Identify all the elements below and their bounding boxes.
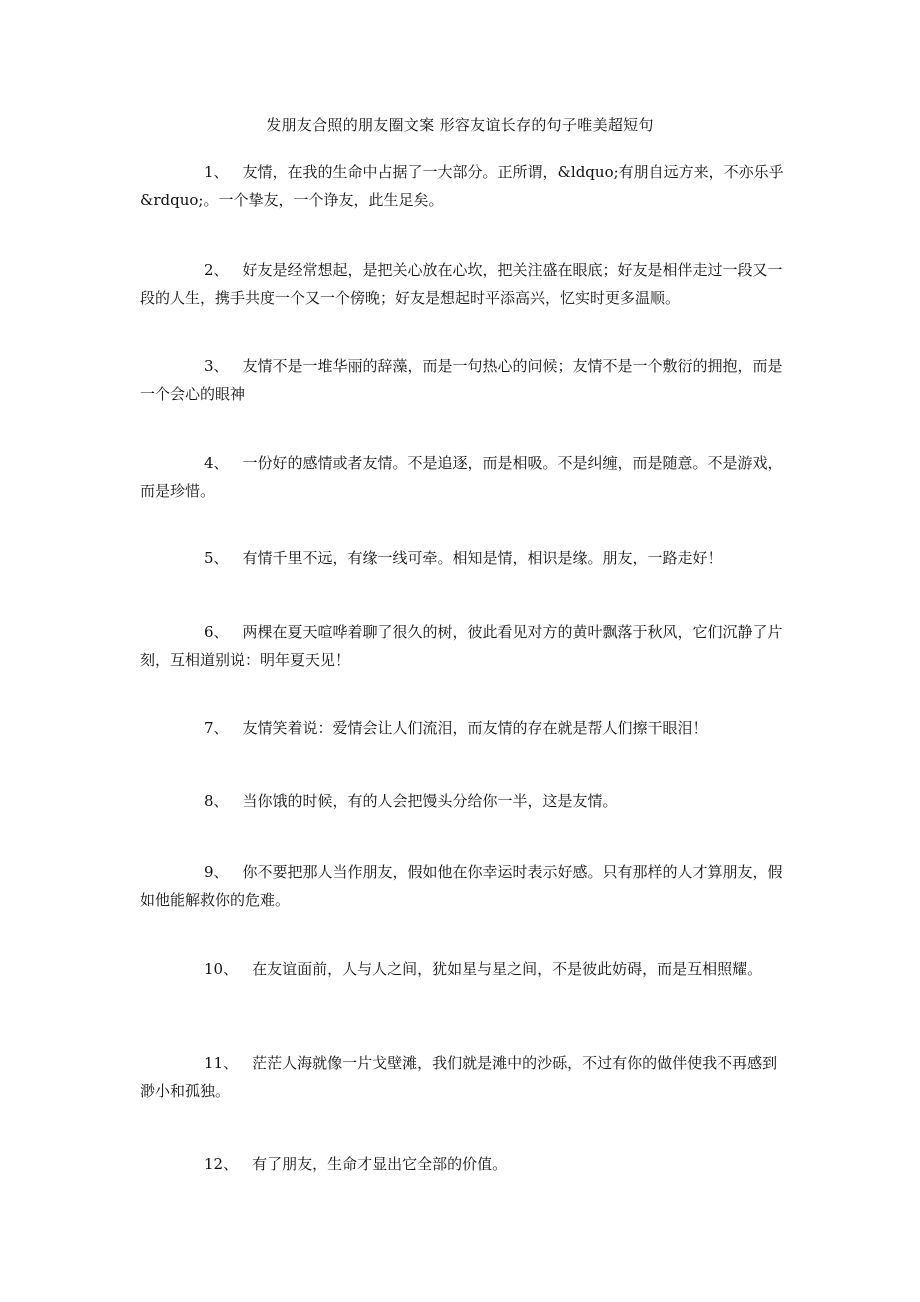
item-text: 茫茫人海就像一片戈壁滩，我们就是滩中的沙砾，不过有你的做伴使我不再感到渺小和孤独。: [140, 1054, 778, 1100]
list-item: [140, 618, 790, 674]
item-number: 7、: [204, 719, 229, 737]
item-text: 好友是经常想起，是把关心放在心坎，把关注盛在眼底；好友是相伴走过一段又一段的人生，携手共度一个又一个傍晚；好友是想起时平添高兴，忆实时更多温顺。: [140, 261, 783, 307]
item-number: 3、: [204, 357, 229, 375]
item-number: 1、: [204, 163, 229, 181]
item-text: 有情千里不远，有缘一线可牵。相知是情，相识是缘。朋友，一路走好！: [242, 549, 723, 567]
item-text: 当你饿的时候，有的人会把馒头分给你一半，这是友情。: [242, 792, 618, 810]
list-item: [140, 787, 790, 815]
page-title: 发朋友合照的朋友圈文案 形容友谊长存的句子唯美超短句: [266, 116, 654, 134]
list-item: [140, 449, 790, 505]
item-number: 2、: [204, 261, 229, 279]
list-item: [140, 544, 790, 572]
item-number: 8、: [204, 792, 229, 810]
list-item: [140, 158, 790, 214]
list-item: [140, 256, 790, 312]
item-number: 6、: [204, 623, 229, 641]
item-text: 有了朋友，生命才显出它全部的价值。: [252, 1155, 508, 1173]
item-text: 在友谊面前，人与人之间，犹如星与星之间，不是彼此妨碍，而是互相照耀。: [252, 960, 763, 978]
item-text: 友情不是一堆华丽的辞藻，而是一句热心的问候；友情不是一个敷衍的拥抱，而是一个会心的眼神: [140, 357, 783, 403]
list-item: [140, 955, 790, 983]
item-text: 友情笑着说：爱情会让人们流泪，而友情的存在就是帮人们擦干眼泪！: [242, 719, 708, 737]
item-text: 友情，在我的生命中占据了一大部分。正所谓，&ldquo;有朋自远方来，不亦乐乎&rdquo;。一个挚友，一个诤友，此生足矣。: [140, 163, 784, 209]
list-item: [140, 352, 790, 408]
item-number: 9、: [204, 863, 229, 881]
list-item: [140, 1150, 790, 1178]
item-number: 5、: [204, 549, 229, 567]
list-item: [140, 714, 790, 742]
item-text: 你不要把那人当作朋友，假如他在你幸运时表示好感。只有那样的人才算朋友，假如他能解救你的危难。: [140, 863, 783, 909]
item-number: 11、: [204, 1054, 239, 1072]
item-number: 10、: [204, 960, 239, 978]
item-number: 12、: [204, 1155, 239, 1173]
list-item: [140, 858, 790, 914]
item-text: 一份好的感情或者友情。不是追逐，而是相吸。不是纠缠，而是随意。不是游戏，而是珍惜。: [140, 454, 783, 500]
list-item: [140, 1049, 790, 1105]
item-number: 4、: [204, 454, 229, 472]
item-text: 两棵在夏天喧哗着聊了很久的树，彼此看见对方的黄叶飘落于秋风，它们沉静了片刻，互相道别说：明年夏天见！: [140, 623, 783, 669]
